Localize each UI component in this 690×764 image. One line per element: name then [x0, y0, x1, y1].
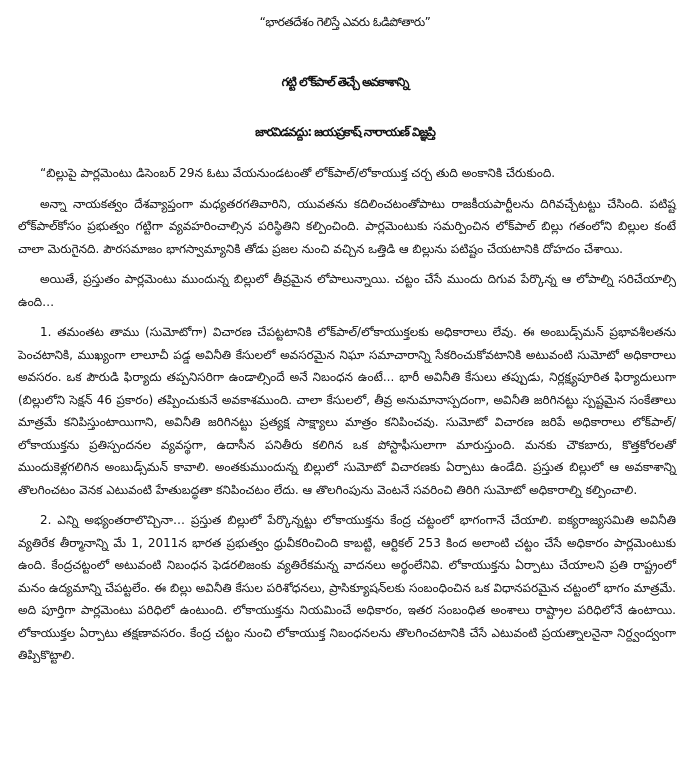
main-headline-line-1: గట్టి లోక్‌పాల్ తెచ్చే అవకాశాన్ని: [281, 75, 409, 89]
main-headline-line-2: జారవిడవద్దు: జయప్రకాష్ నారాయణ్ విజ్ఞప్తి: [255, 125, 435, 139]
paragraph-intro: “బిల్లుపై పార్లమెంటు డిసెంబర్ 29న ఓటు వేయనుండటంతో లోక్‌పాల్/లోకాయుక్త చర్చ తుది అంకానికి చేరుకుంది.: [40, 166, 556, 180]
article-body: [18, 162, 676, 675]
paragraph-background: అన్నా నాయకత్వం దేశవ్యాప్తంగా మధ్యతరగతివారిని, యువతను కదిలించటంతోపాటు రాజకీయపార్టీలను దిగివచ్చేటట్టు చేసింది. పటిష్ట లోక్‌పాల్‌కోసం ప్రభుత్వం గట్టిగా వ్యవహరించాల్సిన పరిస్థితిని కల్పించింది. పార్లమెంటుకు సమర్పించిన లోక్‌పాల్ బిల్లు గతంలోని బిల్లుల కంటే చాలా మెరుగైనది. పౌరసమాజం భాగస్వామ్యానికి తోడు ప్రజల నుంచి వచ్చిన ఒత్తిడి ఆ బిల్లును పటిష్టం చేయటానికి దోహదం చేశాయి.: [18, 196, 676, 256]
list-item-lokayukta: 2. ఎన్ని అభ్యంతరాలొచ్చినా… ప్రస్తుత బిల్లులో పేర్కొన్నట్టు లోకాయుక్తను కేంద్ర చట్టంలో భాగంగానే చేయాలి. ఐక్యరాజ్యసమితి అవినీతి వ్యతిరేక తీర్మానాన్ని మే 1, 2011న భారత ప్రభుత్వం ధ్రువీకరించింది కాబట్టి, ఆర్టికల్ 253 కింద అలాంటి చట్టం చేసే అధికారం పార్లమెంటుకు ఉంది. కేంద్రచట్టంలో అటువంటి నిబంధన ఫెడరలిజంకు వ్యతిరేకమన్న వాదనలు అర్థంలేనివి. లోకాయుక్తను ఏర్పాటు చేయాలని ప్రతి రాష్ట్రంలో మనం ఉద్యమాన్ని చేపట్టలేం. ఈ బిల్లు అవినీతి కేసుల పరిశోధనలు, ప్రాసిక్యూషన్‌లకు సంబంధించిన ఒక విధానపరమైన చట్టంలో భాగం మాత్రమే. అది పూర్తిగా పార్లమెంటు పరిధిలో ఉంటుంది. లోకాయుక్తను నియమించే అధికారం, ఇతర సంబంధిత అంశాలు రాష్ట్రాల పరిధిలోనే ఉంటాయి. లోకాయుక్తల ఏర్పాటు తక్షణావసరం. కేంద్ర చట్టం నుంచి లోకాయుక్త నిబంధనలను తొలగించటానికి చేసే ఎటువంటి ప్రయత్నాలనైనా నిర్ద్వంద్వంగా తిప్పికొట్టాలి.: [18, 513, 676, 662]
list-item-suo-motu: 1. తమంతట తాము (సుమోటోగా) విచారణ చేపట్టటానికి లోక్‌పాల్/లోకాయుక్తలకు అధికారాలు లేవు. ఈ అంబుడ్స్‌మన్ ప్రభావశీలతను పెంచటానికి, ముఖ్యంగా లాలూచీ పడ్డ అవినీతి కేసులలో అవసరమైన నిఘా సమాచారాన్ని సేకరించుకోవటానికి అటువంటి సుమోటో అధికారాలు అవసరం. ఒక పౌరుడి ఫిర్యాదు తప్పనిసరిగా ఉండాల్సిందే అనే నిబంధన ఉంటే... భారీ అవినీతి కేసులు తప్పుడు, నిర్లక్ష్యపూరిత ఫిర్యాదులుగా (బిల్లులోని సెక్షన్ 46 ప్రకారం) తప్పించుకునే అవకాశముంది. చాలా కేసులలో, తీవ్ర అనుమానాస్పదంగా, అవినీతి జరిగినట్టు స్పష్టమైన సంకేతాలు మాత్రమే కనిపిస్తుంటాయిగాని, అవినీతి జరిగినట్టు ప్రత్యక్ష సాక్ష్యాలు మాత్రం కనిపించవు. సుమోటో విచారణ జరిపే అధికారాలు లోక్‌పాల్/లోకాయుక్తను ప్రతిస్పందనల వ్యవస్థగా, ఉదాసీన పనితీరు కలిగిన ఒక పోస్టాఫీసులాగా మారుస్తుంది. మనకు చౌకబారు, కొత్తకోరలతో ముందుకెళ్లగలిగిన అంబుడ్స్‌మన్ కావాలి. అంతకుముందున్న బిల్లులో సుమోటో విచారణకు ఏర్పాటు ఉండేది. ప్రస్తుత బిల్లులో ఆ అవకాశాన్ని తొలగించటం వెనక ఎటువంటి హేతుబద్ధతా కనిపించటం లేదు. ఆ తొలగింపును వెంటనే సవరించి తిరిగి సుమోటో అధికారాల్ని కల్పించాలి.: [18, 325, 676, 497]
paragraph-shortcomings: అయితే, ప్రస్తుతం పార్లమెంటు ముందున్న బిల్లులో తీవ్రమైన లోపాలున్నాయి. చట్టం చేసే ముందు దిగువ పేర్కొన్న ఆ లోపాల్ని సరిచేయాల్సి ఉంది…: [18, 272, 676, 309]
quote-headline: “భారతదేశం గెలిస్తే ఎవరు ఓడిపోతారు”: [259, 15, 431, 29]
